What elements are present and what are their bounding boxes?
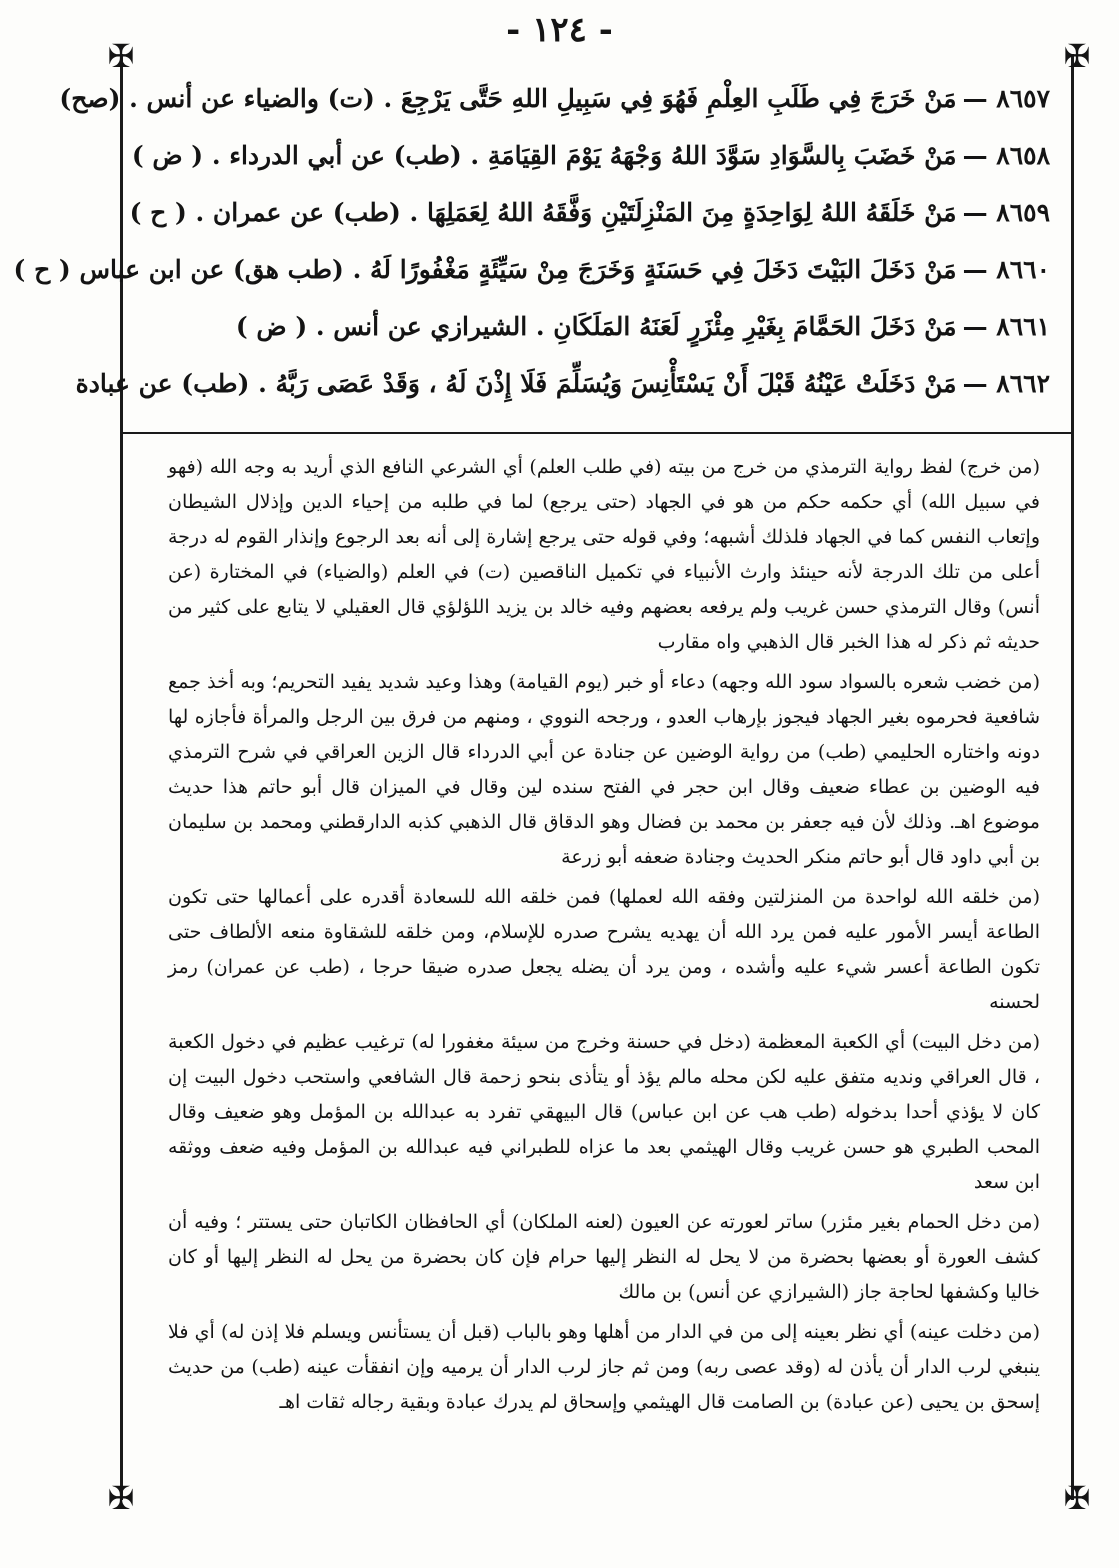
hadith-number: ٨٦٦٢ — bbox=[962, 369, 1050, 398]
commentary-paragraph: (من خلقه الله لواحدة من المنزلتين وفقه الله لعملها) فمن خلقه الله للسعادة أقدره على أعمالها حتى تكون الطاعة أيسر الأمور عليه فمن يرد الله أن يهديه يشرح صدره للإسلام، ومن خلقه للشقاوة منعه الألطاف حتى تكون الطاعة أعسر شيء عليه وأشده ، ومن يرد أن يضله يجعل صدره ضيقا حرجا ، (طب عن عمران) رمز لحسنه bbox=[168, 886, 1040, 1013]
hadith-list bbox=[13, 70, 1050, 412]
commentary-paragraph: (من دخل البيت) أي الكعبة المعظمة (دخل في حسنة وخرج من سيئة مغفورا له) ترغيب عظيم في دخول الكعبة ، قال العراقي ونديه متفق عليه لكن محله مالم يؤذ أو يتأذى بنحو زحمة قال الشافعي واستحب دخول البيت إن كان لا يؤذي أحدا بدخوله (طب هب عن ابن عباس) قال البيهقي تفرد به عبدالله بن المؤمل وهو ضعيف وقال المحب الطبري هو حسن غريب وقال الهيثمي بعد ما عزاه للطبراني فيه عبدالله بن المؤمل وفيه ضعف ووثقه ابن سعد bbox=[168, 1031, 1040, 1193]
hadith-number: ٨٦٥٨ — bbox=[962, 141, 1050, 170]
commentary-paragraph: (من خضب شعره بالسواد سود الله وجهه) دعاء أو خبر (يوم القيامة) وهذا وعيد شديد يفيد التحريم؛ وبه أخذ جمع شافعية فحرموه بغير الجهاد فيجوز بإرهاب العدو ، ورجحه النووي ، ومنهم من فرق بين الرجل والمرأة فأجازه لها دونه واختاره الحليمي (طب) من رواية الوضين عن جنادة عن أبي الدرداء قال الزين العراقي في شرح الترمذي فيه الوضين بن عطاء ضعيف وقال ابن حجر في الفتح سنده لين وقال في الميزان قال أبو حاتم هذا حديث موضوع اهـ. وذلك لأن فيه جعفر بن محمد بن فضال وهو الدقاق قال الذهبي كذبه الدارقطني ومحمد بن سليمان بن أبي داود قال أبو حاتم منكر الحديث وجنادة ضعفه أبو زرعة bbox=[168, 671, 1040, 868]
commentary-paragraph: (من دخلت عينه) أي نظر بعينه إلى من في الدار من أهلها وهو بالباب (قبل أن يستأنس ويسلم فلا إذن له) أي فلا ينبغي لرب الدار أن يأذن له (وقد عصى ربه) ومن ثم جاز لرب الدار أن يرميه وإن انفقأت عينه (طب) من حديث إسحق بن يحيى (عن عبادة) بن الصامت قال الهيثمي وإسحاق لم يدرك عبادة وبقية رجاله ثقات اهـ bbox=[168, 1321, 1040, 1413]
hadith-text: مَنْ خَلَقَهُ اللهُ لِوَاحِدَةٍ مِنَ المَنْزِلَتَيْنِ وَفَّقَهُ اللهُ لِعَمَلِهَا . (طب) عن عمران . ( ح ) bbox=[129, 198, 957, 227]
corner-ornament-icon: ✠ bbox=[107, 37, 135, 75]
hadith-item bbox=[129, 184, 1050, 241]
page-number: - ١٢٤ - bbox=[506, 10, 613, 50]
hadith-item bbox=[13, 241, 1050, 298]
hadith-item bbox=[59, 70, 1050, 127]
hadith-text: مَنْ خَرَجَ فِي طَلَبِ العِلْمِ فَهُوَ فِي سَبِيلِ اللهِ حَتَّى يَرْجِعَ . (ت) والضياء عن أنس . (صح) bbox=[59, 84, 957, 113]
corner-ornament-icon: ✠ bbox=[1063, 1479, 1091, 1517]
section-divider bbox=[120, 432, 1071, 434]
hadith-text: مَنْ دَخَلَ البَيْتَ دَخَلَ فِي حَسَنَةٍ وَخَرَجَ مِنْ سَيِّئَةٍ مَغْفُورًا لَهُ . (طب هق) عن ابن عباس ( ح ) bbox=[13, 255, 957, 284]
corner-ornament-icon: ✠ bbox=[1063, 37, 1091, 75]
hadith-number: ٨٦٥٧ — bbox=[962, 84, 1050, 113]
hadith-item bbox=[75, 355, 1050, 412]
hadith-item bbox=[150, 298, 1050, 355]
hadith-item bbox=[131, 127, 1050, 184]
hadith-number: ٨٦٦٠ — bbox=[962, 255, 1050, 284]
commentary-paragraph: (من خرج) لفظ رواية الترمذي من خرج من بيته (في طلب العلم) أي الشرعي النافع الذي أريد به وجه الله (فهو في سبيل الله) أي حكمه حكم من هو في الجهاد (حتى يرجع) لما في طلبه من إحياء الدين وإذلال الشيطان وإتعاب النفس كما في الجهاد فلذلك أشبهه؛ وفي قوله حتى يرجع إشارة إلى أنه بعد الرجوع وإنذار القوم له درجة أعلى من تلك الدرجة لأنه حينئذ وارث الأنبياء في تكميل الناقصين (ت) في العلم (والضياء) في المختارة (عن أنس) وقال الترمذي حسن غريب ولم يرفعه بعضهم وفيه خالد بن يزيد اللؤلؤي قال العقيلي لا يتابع على كثير من حديثه ثم ذكر له هذا الخبر قال الذهبي واه مقارب bbox=[168, 456, 1040, 653]
hadith-text: مَنْ خَضَبَ بِالسَّوَادِ سَوَّدَ اللهُ وَجْهَهُ يَوْمَ القِيَامَةِ . (طب) عن أبي الدرداء . ( ض ) bbox=[131, 141, 957, 170]
corner-ornament-icon: ✠ bbox=[107, 1479, 135, 1517]
hadith-text: مَنْ دَخَلَتْ عَيْنُهُ قَبْلَ أَنْ يَسْتَأْنِسَ وَيُسَلِّمَ فَلَا إِذْنَ لَهُ ، وَقَدْ عَصَى رَبَّهُ . (طب) عن عبادة bbox=[75, 369, 957, 398]
hadith-number: ٨٦٦١ — bbox=[962, 312, 1050, 341]
hadith-text: مَنْ دَخَلَ الحَمَّامَ بِغَيْرِ مِئْزَرٍ لَعَنَهُ المَلَكَانِ . الشيرازي عن أنس . ( ض ) bbox=[235, 312, 957, 341]
commentary-paragraph: (من دخل الحمام بغير مئزر) ساتر لعورته عن العيون (لعنه الملكان) أي الحافظان الكاتبان حتى يستتر ؛ وفيه أن كشف العورة أو بعضها بحضرة من لا يحل له النظر إليها حرام فإن كان بحضرة من يحل له النظر إليها أو كان خاليا وكشفها لحاجة جاز (الشيرازي عن أنس) بن مالك bbox=[168, 1211, 1040, 1303]
hadith-number: ٨٦٥٩ — bbox=[962, 198, 1050, 227]
commentary-section bbox=[168, 450, 1040, 1420]
